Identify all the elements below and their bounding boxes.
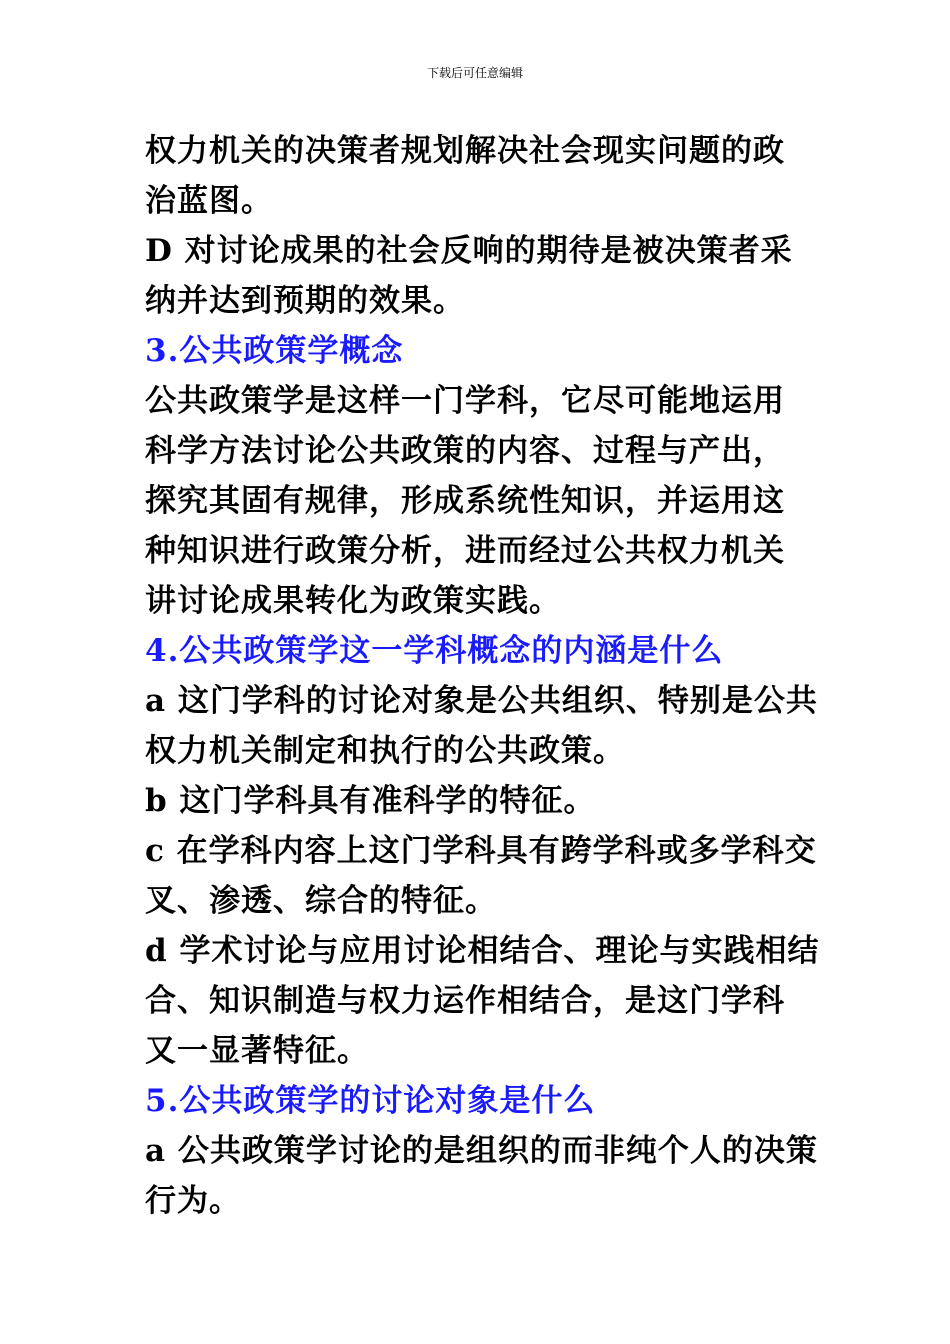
- body-text-line: 探究其固有规律，形成系统性知识，并运用这: [145, 483, 785, 519]
- body-text-line: 权力机关制定和执行的公共政策。: [145, 733, 625, 769]
- body-text-line: D 对讨论成果的社会反响的期待是被决策者采: [145, 233, 793, 269]
- body-text-line: 种知识进行政策分析，进而经过公共权力机关: [145, 533, 785, 569]
- body-text-line: 叉、渗透、综合的特征。: [145, 883, 497, 919]
- body-text-line: 又一显著特征。: [145, 1033, 369, 1069]
- section-heading: 3.公共政策学概念: [145, 333, 404, 369]
- section-heading: 5.公共政策学的讨论对象是什么: [145, 1083, 596, 1119]
- body-text-line: 纳并达到预期的效果。: [145, 283, 465, 319]
- document-body: [145, 126, 820, 1226]
- body-text-line: 公共政策学是这样一门学科，它尽可能地运用: [145, 383, 785, 419]
- body-text-line: 治蓝图。: [145, 183, 273, 219]
- body-text-line: a 公共政策学讨论的是组织的而非纯个人的决策: [145, 1133, 818, 1169]
- section-heading: 4.公共政策学这一学科概念的内涵是什么: [145, 633, 724, 669]
- page-header: 下载后可任意编辑: [426, 66, 523, 80]
- body-text-line: 讲讨论成果转化为政策实践。: [145, 583, 561, 619]
- body-text-line: 行为。: [145, 1183, 241, 1219]
- body-text-line: b 这门学科具有准科学的特征。: [145, 783, 596, 819]
- body-text-line: 权力机关的决策者规划解决社会现实问题的政: [145, 133, 785, 169]
- body-text-line: c 在学科内容上这门学科具有跨学科或多学科交: [145, 833, 817, 869]
- body-text-line: a 这门学科的讨论对象是公共组织、特别是公共: [145, 683, 818, 719]
- body-text-line: 合、知识制造与权力运作相结合，是这门学科: [145, 983, 785, 1019]
- body-text-line: 科学方法讨论公共政策的内容、过程与产出，: [145, 433, 785, 469]
- body-text-line: d 学术讨论与应用讨论相结合、理论与实践相结: [145, 933, 820, 969]
